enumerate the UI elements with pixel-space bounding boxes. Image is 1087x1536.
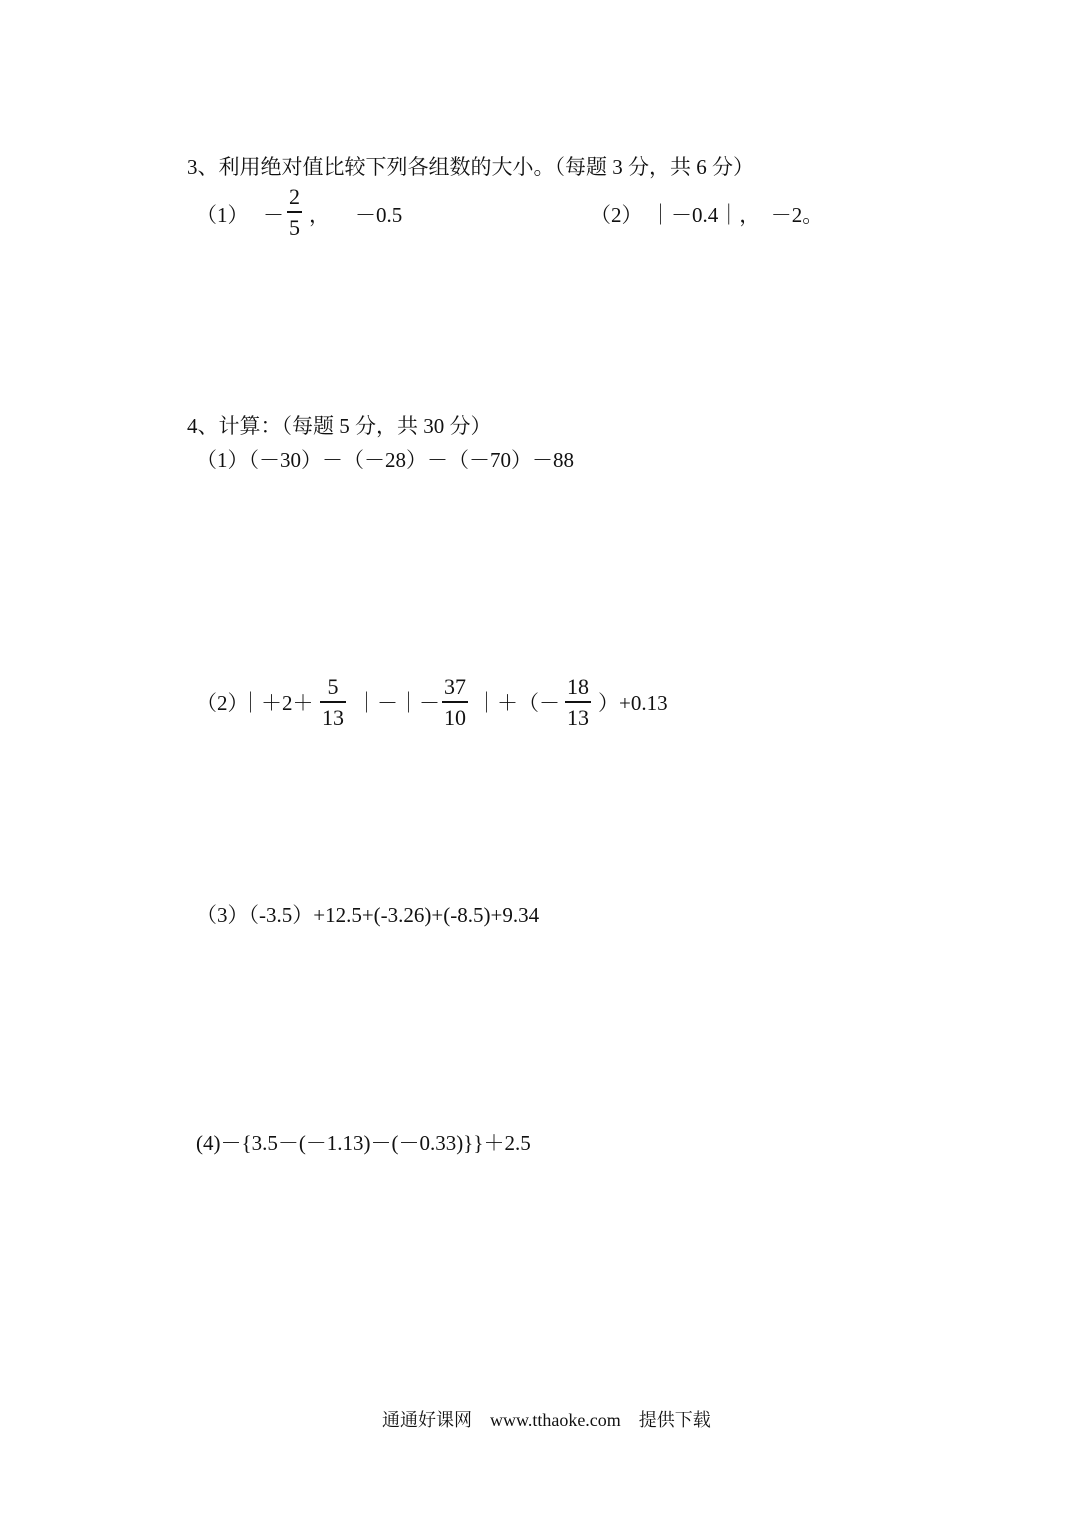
comma: ， <box>309 203 330 227</box>
expression-segment: ）+0.13 <box>598 691 668 715</box>
fraction-denominator: 10 <box>444 704 466 730</box>
problem-expression: ｜－0.4｜， －2。 <box>650 203 824 227</box>
section-4-problem-1: （1）（－30）－（－28）－（－70）－88 <box>196 448 574 472</box>
problem-label: （2） <box>590 203 643 227</box>
fraction-numerator: 18 <box>567 674 589 699</box>
fraction-numerator: 2 <box>289 184 300 209</box>
expression-segment: ｜＋2＋ <box>240 691 314 715</box>
fraction-denominator: 5 <box>289 214 300 240</box>
second-number: －0.5 <box>355 203 403 227</box>
section-4-problem-3: （3）（-3.5）+12.5+(-3.26)+(-8.5)+9.34 <box>196 903 540 927</box>
minus-sign: － <box>263 203 284 227</box>
fraction-5-13 <box>320 676 346 729</box>
footer-credit: 通通好课网 www.tthaoke.com 提供下载 <box>382 1410 711 1430</box>
fraction-numerator: 5 <box>327 674 339 699</box>
fraction-37-10 <box>442 676 468 729</box>
expression-segment: ｜－｜－ <box>356 691 440 715</box>
expression-segment: ｜＋（－ <box>476 691 560 715</box>
section-4-heading: 4、计算：（每题 5 分，共 30 分） <box>187 414 492 438</box>
section-4-problem-4: (4)－{3.5－(－1.13)－(－0.33)}}＋2.5 <box>196 1131 531 1155</box>
fraction-denominator: 13 <box>567 704 589 730</box>
fraction-2-5 <box>287 186 302 239</box>
problem-label: （1） <box>196 203 249 227</box>
section-3-heading: 3、利用绝对值比较下列各组数的大小。（每题 3 分，共 6 分） <box>187 155 754 179</box>
fraction-numerator: 37 <box>444 674 466 699</box>
problem-label: （2） <box>196 691 249 715</box>
fraction-18-13 <box>565 676 591 729</box>
fraction-denominator: 13 <box>322 704 344 730</box>
